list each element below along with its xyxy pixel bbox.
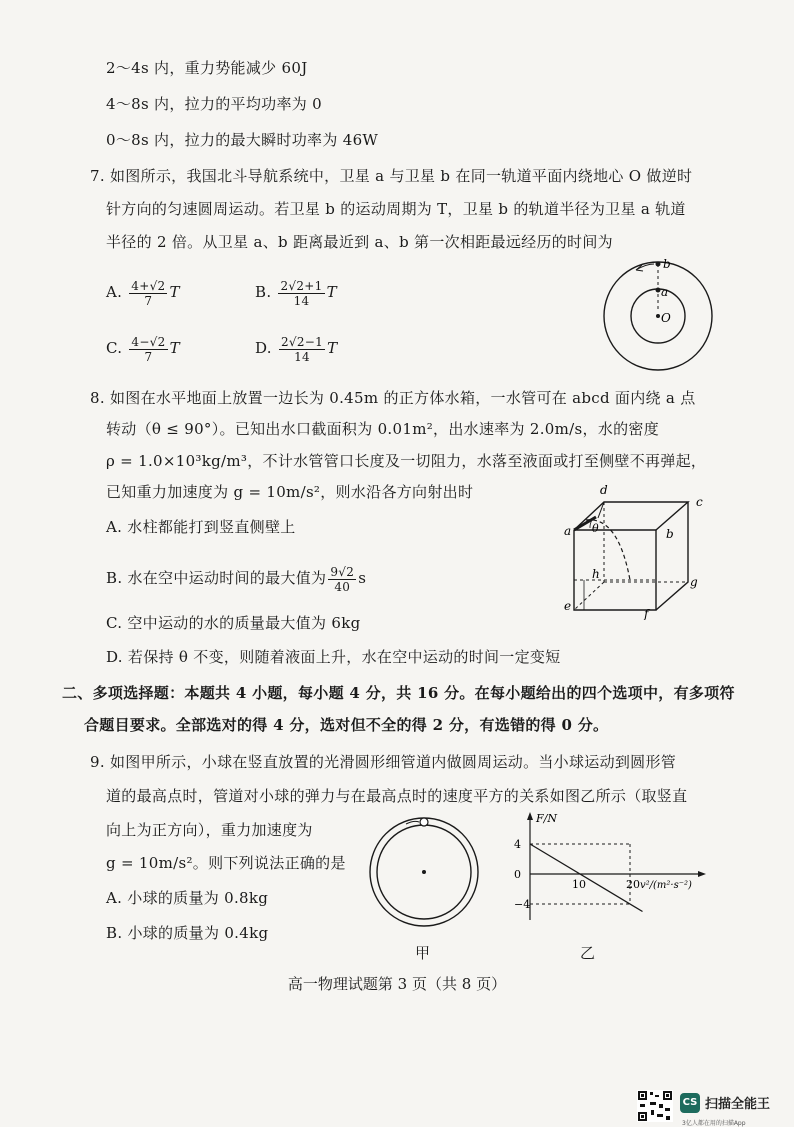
q7-label-a: a [661, 285, 669, 299]
q8-option-c: C. 空中运动的水的质量最大值为 6kg [106, 614, 361, 632]
chart-ylabel: F/N [536, 812, 557, 825]
q9-stem-line2: 道的最高点时，管道对小球的弹力与在最高点时的速度平方的关系如图乙所示（取竖直 [106, 787, 688, 805]
chart-y-tick-label: 4 [514, 838, 521, 851]
q7-option-a: A. $\frac{4+√2}{7}$ T [106, 278, 180, 308]
q8-label-g: g [690, 575, 698, 589]
q9-force-chart [510, 810, 710, 930]
q9-label-yi: 乙 [580, 944, 596, 962]
q8-label-d: d [600, 483, 608, 497]
q8-label-c: c [696, 495, 703, 509]
q7-option-c: C. $\frac{4-√2}{7}$ T [106, 334, 180, 364]
chart-y-axis-arrow [527, 812, 533, 820]
q9-stem-line4: g = 10m/s²。则下列说法正确的是 [106, 854, 346, 872]
q9-stem-line1: 9. 如图甲所示，小球在竖直放置的光滑圆形细管道内做圆周运动。当小球运动到圆形管 [90, 753, 677, 771]
q7-label-o: O [661, 311, 671, 325]
q7-option-d: D. $\frac{2√2-1}{14}$ T [255, 334, 338, 364]
page-footer: 高一物理试题第 3 页（共 8 页） [287, 975, 507, 993]
q8-label-b: b [666, 527, 674, 541]
q7-stem-line3: 半径的 2 倍。从卫星 a、b 距离最近到 a、b 第一次相距最远经历的时间为 [106, 233, 613, 251]
camscanner-tagline: 3亿人都在用的扫描App [682, 1120, 746, 1127]
chart-y-tick-label: 0 [514, 868, 521, 881]
q7-a-numerator: 4+√2 [131, 278, 166, 293]
q9-stem-line3: 向上为正方向），重力加速度为 [106, 821, 313, 839]
qr-code-icon [637, 1090, 673, 1122]
q8-option-a: A. 水柱都能打到竖直侧壁上 [106, 518, 296, 536]
q8-label-h: h [592, 567, 600, 581]
q8-option-b: B. 水在空中运动时间的最大值为 $\frac{9√2}{40}$ s [106, 564, 367, 594]
camscanner-name: 扫描全能王 [705, 1097, 771, 1112]
section2-heading-line2: 合题目要求。全部选对的得 4 分，选对但不全的得 2 分，有选错的得 0 分。 [84, 716, 609, 734]
q7-stem-line2: 针方向的匀速圆周运动。若卫星 b 的运动周期为 T，卫星 b 的轨道半径为卫星 a 轨道 [106, 200, 686, 218]
q9-label-jia: 甲 [415, 944, 431, 962]
chart-x-axis-arrow [698, 871, 706, 877]
q7-a-denominator: 7 [144, 293, 153, 308]
q6-option-d: 0～8s 内，拉力的最大瞬时功率为 46W [106, 131, 379, 149]
q8-stem-line2: 转动（θ ≤ 90°）。已知出水口截面积为 0.01m²，出水速率为 2.0m/s，水的密度 [106, 420, 660, 438]
q7-stem-line1: 7. 如图所示，我国北斗导航系统中，卫星 a 与卫星 b 在同一轨道平面内绕地心 O 做逆时 [90, 167, 693, 185]
q6-option-b: 2～4s 内，重力势能减少 60J [106, 59, 308, 77]
q8-stem-line4: 已知重力加速度为 g = 10m/s²，则水沿各方向射出时 [106, 483, 474, 501]
q9-option-a: A. 小球的质量为 0.8kg [106, 889, 269, 907]
q7-label-b: b [663, 257, 671, 271]
camscanner-logo: CS [680, 1093, 700, 1113]
chart-y-tick-label: −4 [514, 898, 531, 911]
q8-stem-line3: ρ = 1.0×10³kg/m³，不计水管管口长度及一切阻力，水落至液面或打至侧壁不再弹起， [106, 452, 707, 470]
q8-label-e: e [564, 599, 572, 613]
q8-label-f: f [644, 607, 649, 620]
q9-tube-figure [368, 814, 483, 929]
q8-cube-figure [556, 480, 716, 620]
q7-orbit-figure [600, 256, 720, 376]
chart-x-tick-label: 10 [572, 878, 586, 891]
q8-label-theta: θ [592, 522, 599, 535]
q8-label-a: a [564, 524, 572, 538]
chart-xlabel: v²/(m²·s⁻²) [640, 880, 692, 891]
q6-option-c: 4～8s 内，拉力的平均功率为 0 [106, 95, 322, 113]
chart-x-tick-label: 20 [626, 878, 640, 891]
q8-stem-line1: 8. 如图在水平地面上放置一边长为 0.45m 的正方体水箱，一水管可在 abcd 面内绕 a 点 [90, 389, 696, 407]
q8-option-d: D. 若保持 θ 不变，则随着液面上升，水在空中运动的时间一定变短 [106, 648, 561, 666]
section2-heading-line1: 二、多项选择题：本题共 4 小题，每小题 4 分，共 16 分。在每小题给出的四个选项中，有多项符 [62, 684, 735, 702]
q7-option-b: B. $\frac{2√2+1}{14}$ T [255, 278, 337, 308]
q9-option-b: B. 小球的质量为 0.4kg [106, 924, 269, 942]
